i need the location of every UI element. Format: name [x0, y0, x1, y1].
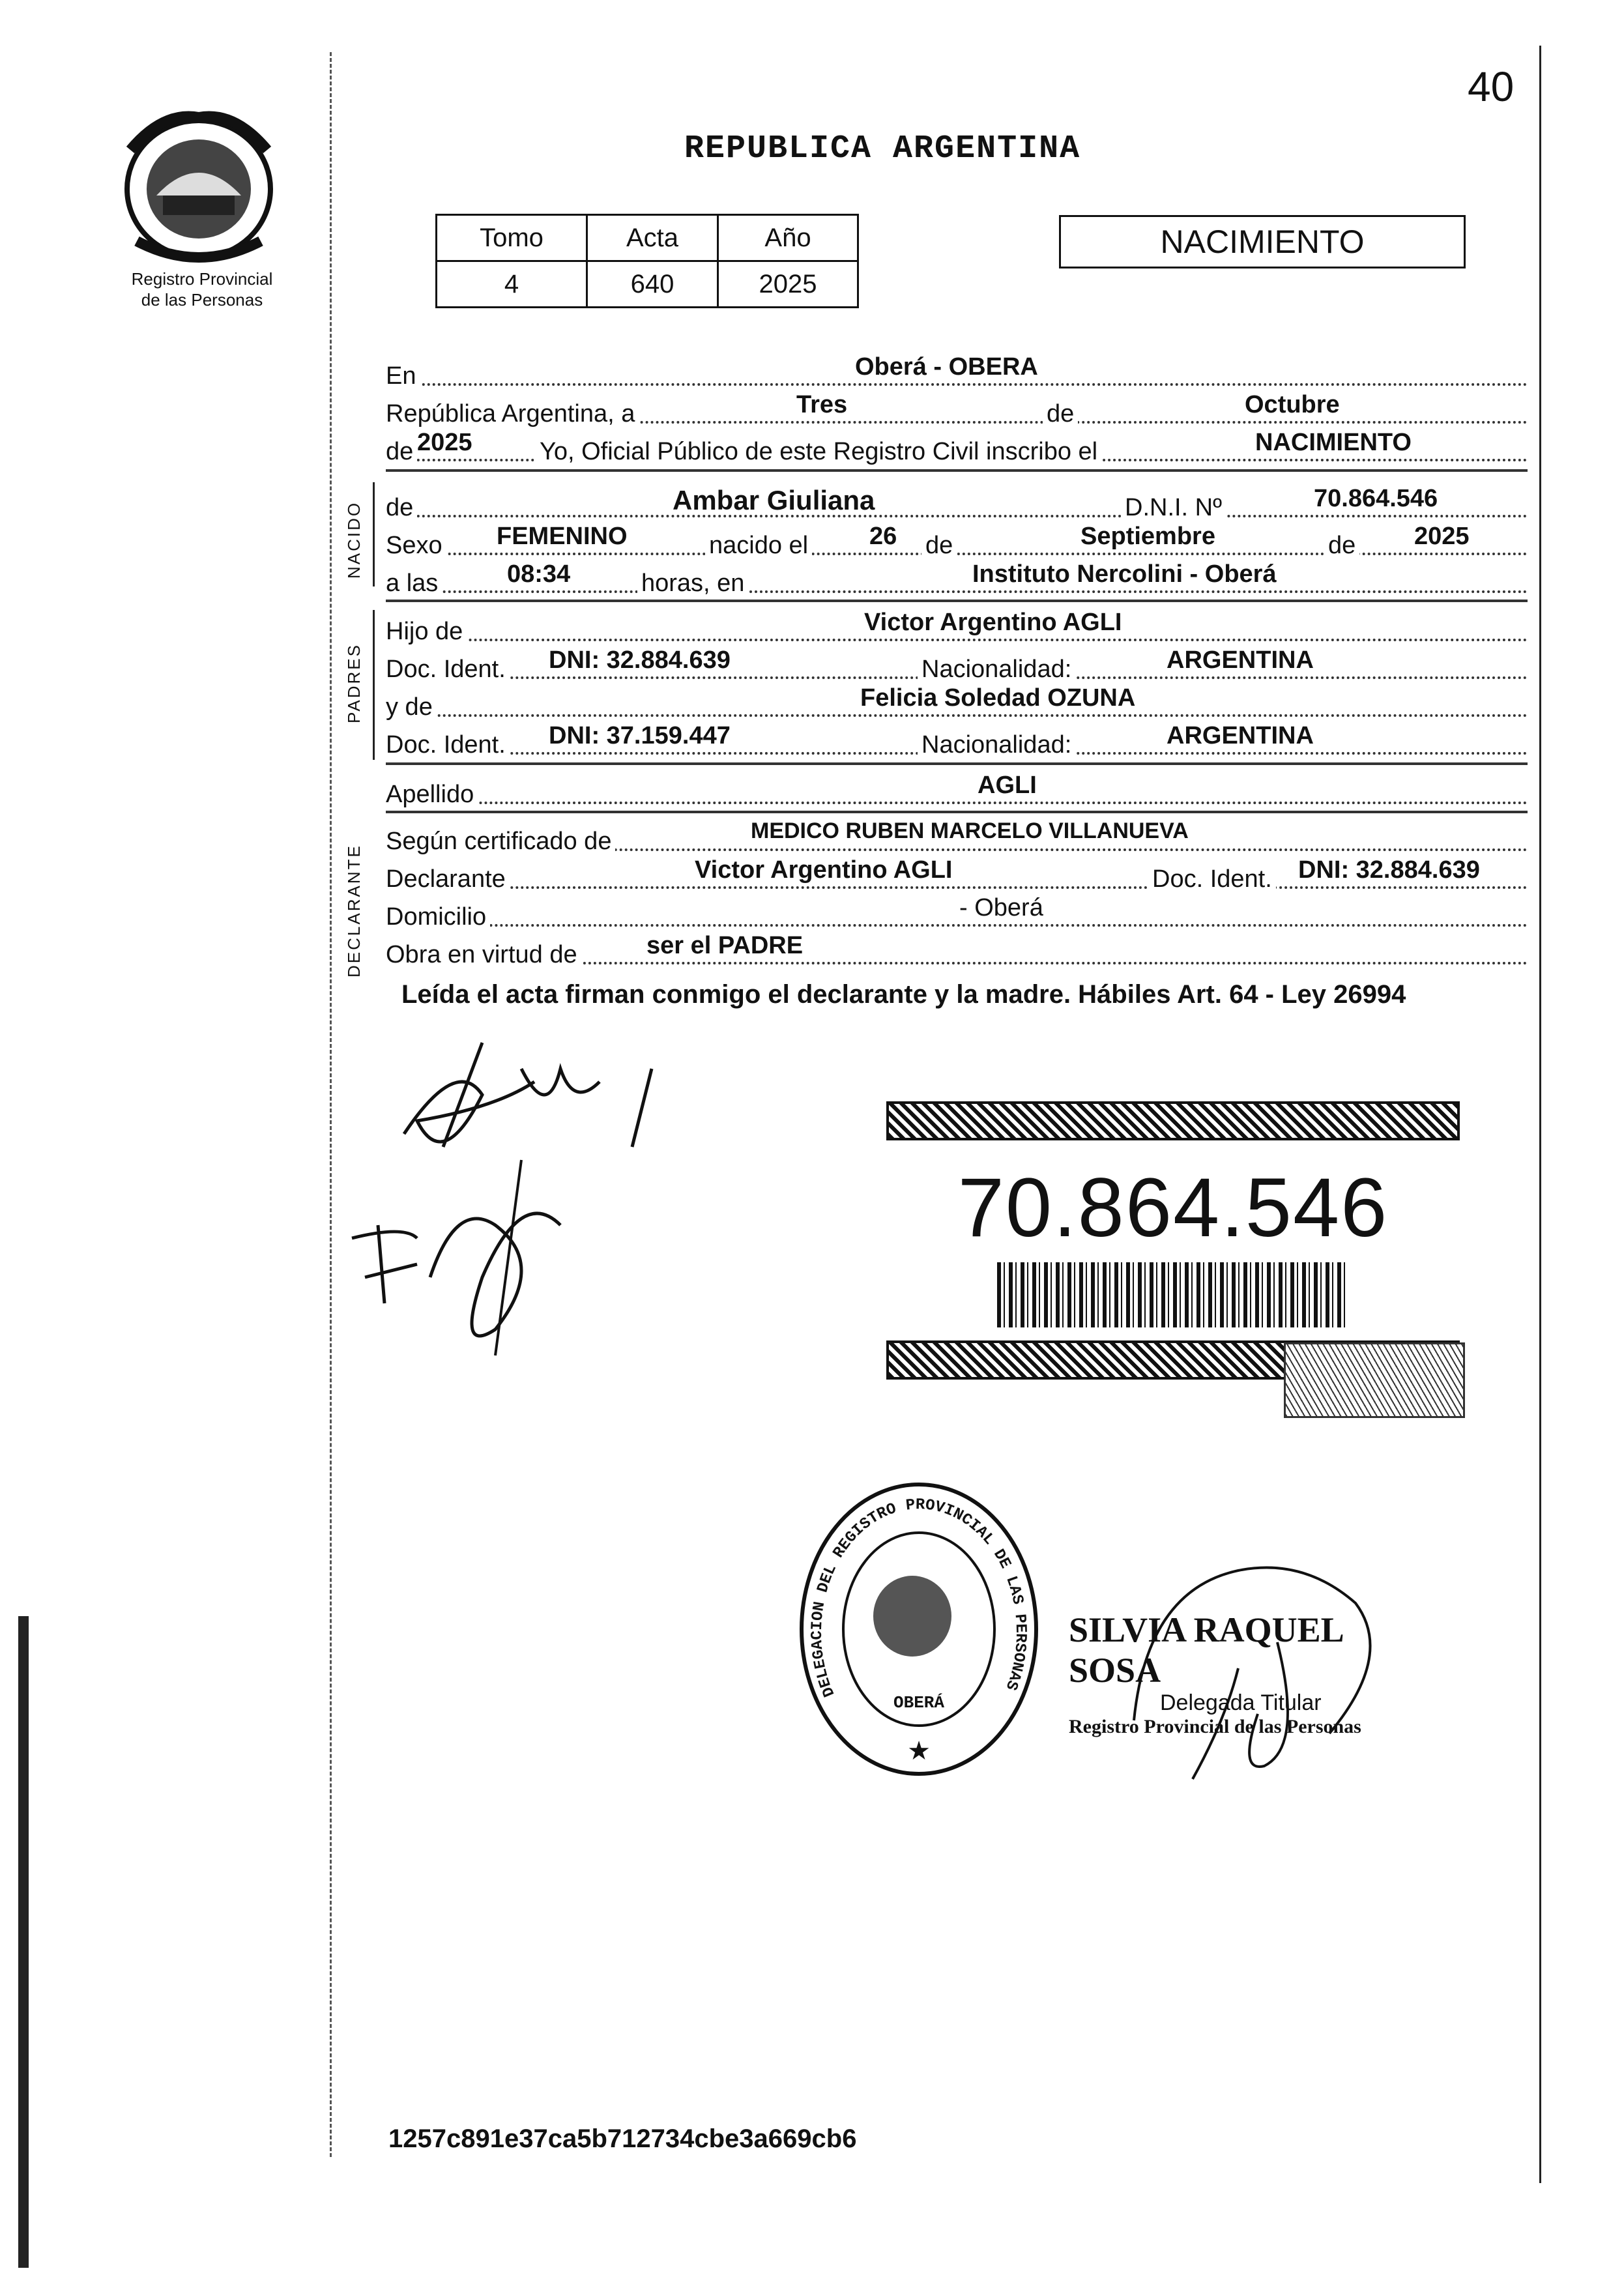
dotted-line [386, 383, 1528, 386]
signer-name: SILVIA RAQUEL SOSA [1069, 1610, 1342, 1690]
province-emblem-icon [111, 111, 287, 267]
row-en [386, 353, 1528, 394]
row-virtud [386, 932, 1528, 972]
document-hash: 1257c891e37ca5b712734cbe3a669cb6 [388, 2124, 857, 2153]
row-declarante [386, 856, 1528, 897]
nombre-label: de [386, 494, 417, 522]
row-padre-doc [386, 646, 1528, 687]
header-tomo: Tomo [437, 215, 587, 261]
barcode-icon [997, 1262, 1349, 1327]
value-tomo: 4 [437, 261, 587, 308]
section-divider [386, 762, 1528, 765]
dotted-line [386, 515, 1528, 517]
row-apellido [386, 772, 1528, 812]
row-madre-doc [386, 722, 1528, 762]
dotted-line [386, 639, 1528, 641]
record-type-box: NACIMIENTO [1059, 215, 1466, 268]
stamp-ring-text: DELEGACION DEL REGISTRO PROVINCIAL DE LAS PERSONAS [808, 1496, 1030, 1700]
row-domicilio [386, 894, 1528, 934]
registry-label [98, 268, 306, 310]
apellido-label: Apellido [386, 781, 478, 809]
madre-value: Felicia Soledad OZUNA [860, 684, 1136, 712]
sticker-number: 70.864.546 [957, 1161, 1389, 1254]
closing-text: Leída el acta firman conmigo el declarante y la madre. Hábiles Art. 64 - Ley 26994 [401, 980, 1406, 1009]
y-de-label: y de [386, 693, 437, 721]
dni-value: 70.864.546 [1314, 485, 1438, 512]
virtud-value: ser el PADRE [646, 932, 804, 959]
official-stamp-icon [795, 1479, 1043, 1779]
nombre-value: Ambar Giuliana [673, 485, 875, 515]
sticker-pattern-top [886, 1101, 1460, 1140]
row-inscribo [386, 429, 1528, 469]
registry-label-line1: Registro Provincial [131, 269, 273, 289]
republica-label: República Argentina, a [386, 400, 639, 428]
hologram-icon [1284, 1342, 1465, 1418]
anio-value: 2025 [417, 429, 472, 456]
nac-anio-value: 2025 [1414, 523, 1470, 550]
dia-value: Tres [796, 391, 848, 418]
apellido-value: AGLI [978, 772, 1037, 799]
de3-label: de [921, 532, 957, 560]
row-madre [386, 684, 1528, 725]
section-divider [386, 811, 1528, 813]
decl-doc-label: Doc. Ident. [1148, 865, 1276, 893]
en-value: Oberá - OBERA [855, 353, 1038, 381]
mes-value: Octubre [1245, 391, 1340, 418]
dotted-line [386, 924, 1528, 927]
row-hora [386, 560, 1528, 601]
virtud-label: Obra en virtud de [386, 941, 581, 969]
dotted-line [386, 802, 1528, 804]
dotted-line [386, 590, 1528, 593]
nacido-el-label: nacido el [705, 532, 812, 560]
a-las-label: a las [386, 570, 442, 598]
left-edge-shadow [18, 1616, 29, 2268]
handwritten-signatures-icon [326, 1030, 730, 1395]
row-sexo [386, 523, 1528, 563]
row-fecha [386, 391, 1528, 431]
madre-doc-value: DNI: 37.159.447 [549, 722, 731, 749]
decl-doc-value: DNI: 32.884.639 [1298, 856, 1480, 884]
right-margin-line [1539, 46, 1541, 2183]
en-label: En [386, 362, 420, 390]
padre-nac-value: ARGENTINA [1167, 646, 1314, 674]
padre-doc-value: DNI: 32.884.639 [549, 646, 731, 674]
dni-label: D.N.I. Nº [1121, 494, 1226, 522]
official-signature-icon [1108, 1551, 1408, 1799]
nac-mes-value: Septiembre [1080, 523, 1215, 550]
de2-label: de [386, 438, 417, 466]
domicilio-value: - Oberá [959, 894, 1043, 921]
dotted-line [386, 714, 1528, 717]
header-acta: Acta [587, 215, 718, 261]
section-bracket [373, 482, 375, 586]
stamp-city: OBERÁ [893, 1693, 945, 1713]
padre-value: Victor Argentino AGLI [864, 609, 1122, 636]
section-divider [386, 469, 1528, 472]
domicilio-label: Domicilio [386, 903, 490, 931]
inscribo-label: Yo, Oficial Público de este Registro Civil inscribo el [536, 438, 1101, 466]
madre-nac-value: ARGENTINA [1167, 722, 1314, 749]
declarante-value: Victor Argentino AGLI [695, 856, 953, 884]
certificado-label: Según certificado de [386, 828, 615, 856]
value-acta: 640 [587, 261, 718, 308]
side-label-padres: PADRES [344, 643, 364, 723]
section-divider [386, 600, 1528, 602]
header-anio: Año [718, 215, 858, 261]
id-sticker [886, 1101, 1460, 1380]
signer-org: Registro Provincial de las Personas [1069, 1716, 1361, 1737]
page-number: 40 [1468, 63, 1515, 110]
document-title: REPUBLICA ARGENTINA [684, 130, 1081, 167]
de4-label: de [1324, 532, 1359, 560]
de-label: de [1043, 400, 1078, 428]
nacionalidad-label: Nacionalidad: [918, 731, 1075, 759]
sexo-value: FEMENINO [497, 523, 628, 550]
side-label-nacido: NACIDO [344, 500, 364, 579]
hijo-de-label: Hijo de [386, 618, 467, 646]
signer-role: Delegada Titular [1160, 1690, 1322, 1715]
row-padre [386, 609, 1528, 649]
value-anio: 2025 [718, 261, 858, 308]
certificado-value: MEDICO RUBEN MARCELO VILLANUEVA [751, 818, 1189, 843]
row-certificado [386, 818, 1528, 859]
section-bracket [373, 610, 375, 760]
doc-ident-label: Doc. Ident. [386, 656, 510, 684]
hora-value: 08:34 [507, 560, 571, 588]
inscribo-value: NACIMIENTO [1255, 429, 1412, 456]
register-table [435, 214, 859, 308]
lugar-value: Instituto Nercolini - Oberá [972, 560, 1277, 588]
registry-label-line2: de las Personas [141, 290, 263, 310]
doc-ident-label: Doc. Ident. [386, 731, 510, 759]
dotted-line [386, 886, 1528, 889]
horas-en-label: horas, en [637, 570, 748, 598]
nac-dia-value: 26 [869, 523, 897, 550]
side-label-declarante: DECLARANTE [344, 844, 364, 977]
sexo-label: Sexo [386, 532, 446, 560]
declarante-label: Declarante [386, 865, 510, 893]
stamp-star-icon: ★ [907, 1737, 931, 1765]
row-nombre [386, 485, 1528, 525]
nacionalidad-label: Nacionalidad: [918, 656, 1075, 684]
